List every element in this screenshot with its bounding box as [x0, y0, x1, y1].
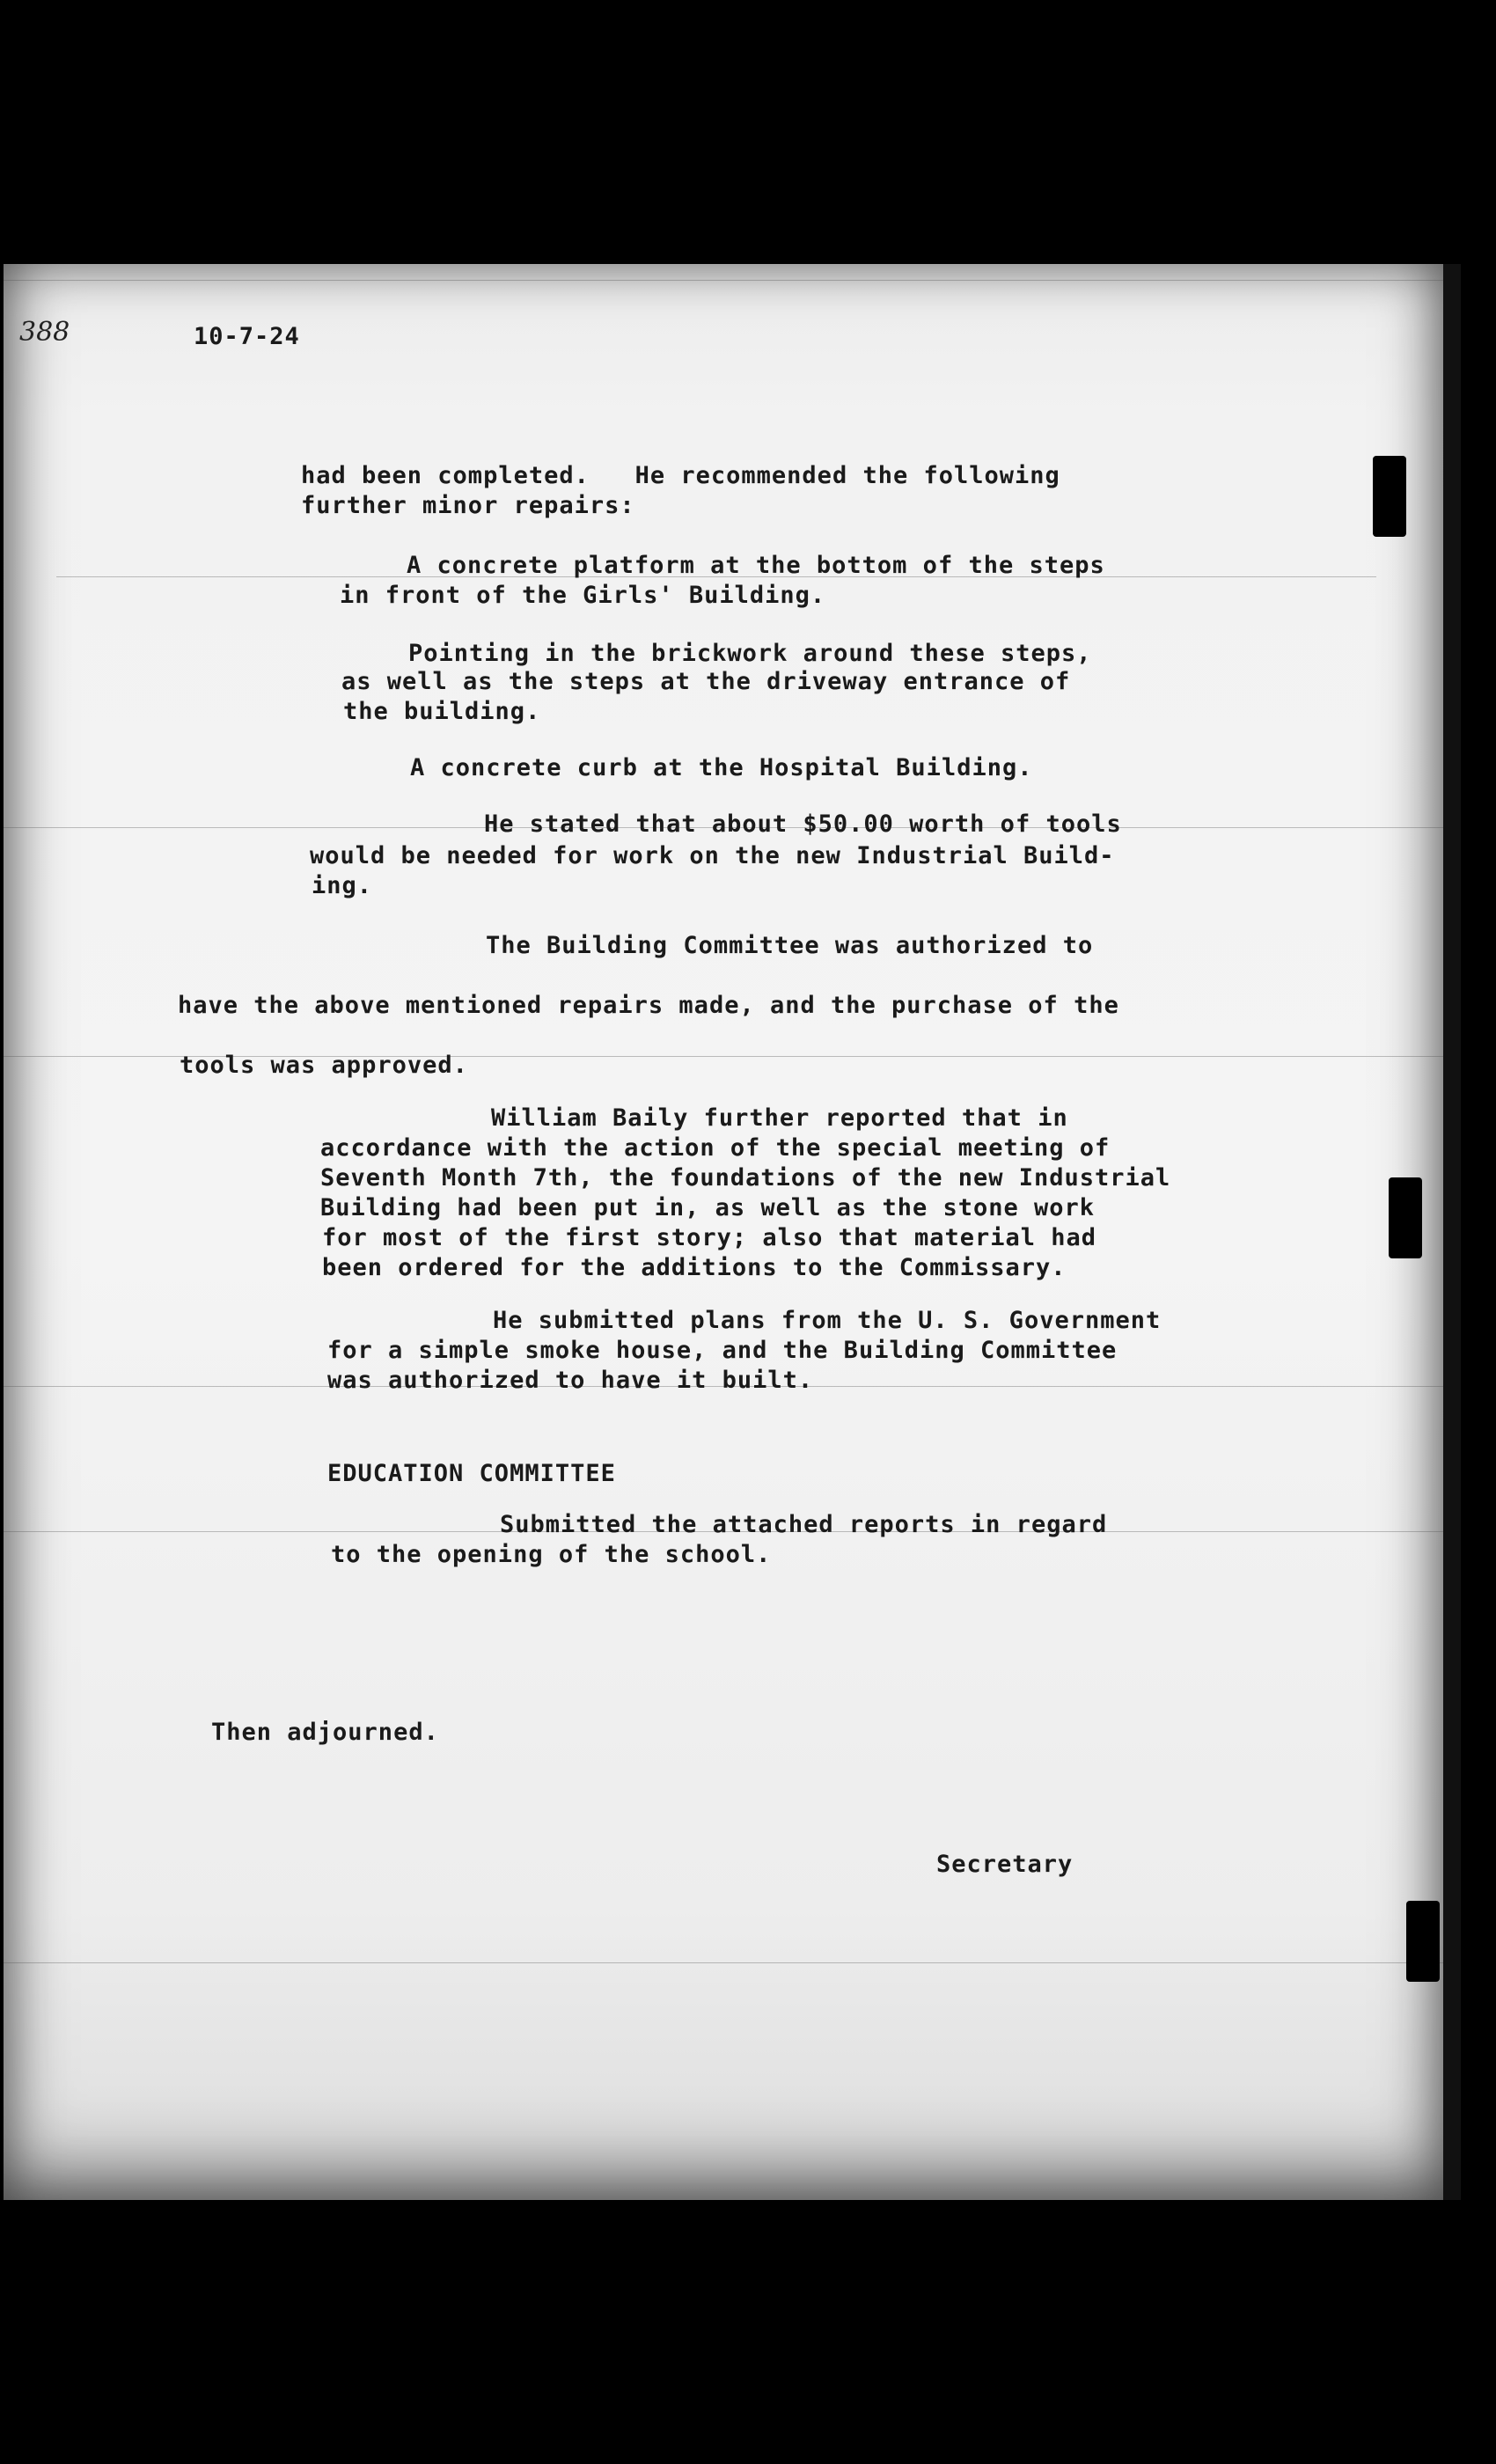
closing-line: Then adjourned. [211, 1719, 439, 1746]
text-line: ing. [312, 872, 373, 899]
text-line: Pointing in the brickwork around these steps, [408, 640, 1092, 667]
text-line: had been completed. He recommended the following [301, 462, 1060, 489]
signature-label: Secretary [936, 1851, 1074, 1878]
text-line: was authorized to have it built. [327, 1367, 814, 1394]
text-line: Submitted the attached reports in regard [500, 1511, 1108, 1538]
section-heading: EDUCATION COMMITTEE [327, 1460, 616, 1487]
text-line: accordance with the action of the special meeting of [320, 1134, 1111, 1162]
text-line: tools was approved. [180, 1052, 468, 1079]
binding-tab [1406, 1901, 1440, 1982]
text-line: for a simple smoke house, and the Building Committee [327, 1337, 1118, 1364]
text-line: A concrete curb at the Hospital Building. [410, 754, 1033, 781]
text-line: The Building Committee was authorized to [486, 932, 1094, 959]
document-page [4, 264, 1443, 2200]
document-date: 10-7-24 [194, 323, 300, 350]
text-line: the building. [343, 698, 541, 725]
text-line: for most of the first story; also that material had [322, 1224, 1097, 1251]
text-line: Seventh Month 7th, the foundations of the new Industrial [320, 1164, 1171, 1192]
ledger-rule [4, 1962, 1443, 1963]
binding-tab [1373, 456, 1406, 537]
text-line: He stated that about $50.00 worth of tools [484, 810, 1122, 838]
text-line: would be needed for work on the new Industrial Build- [310, 842, 1115, 869]
text-line: to the opening of the school. [331, 1541, 772, 1568]
text-line: been ordered for the additions to the Commissary. [322, 1254, 1067, 1281]
text-line: William Baily further reported that in [491, 1104, 1068, 1132]
text-line: further minor repairs: [301, 492, 635, 519]
book-spine [1443, 264, 1461, 2200]
text-line: Building had been put in, as well as the stone work [320, 1194, 1096, 1221]
text-line: as well as the steps at the driveway entrance of [341, 668, 1071, 695]
text-line: in front of the Girls' Building. [340, 582, 826, 609]
ledger-rule [4, 280, 1443, 281]
binding-tab [1389, 1177, 1422, 1258]
text-line: He submitted plans from the U. S. Government [493, 1307, 1162, 1334]
text-line: A concrete platform at the bottom of the steps [407, 552, 1105, 579]
text-line: have the above mentioned repairs made, and the purchase of the [178, 992, 1119, 1019]
page-number: 388 [19, 317, 70, 348]
